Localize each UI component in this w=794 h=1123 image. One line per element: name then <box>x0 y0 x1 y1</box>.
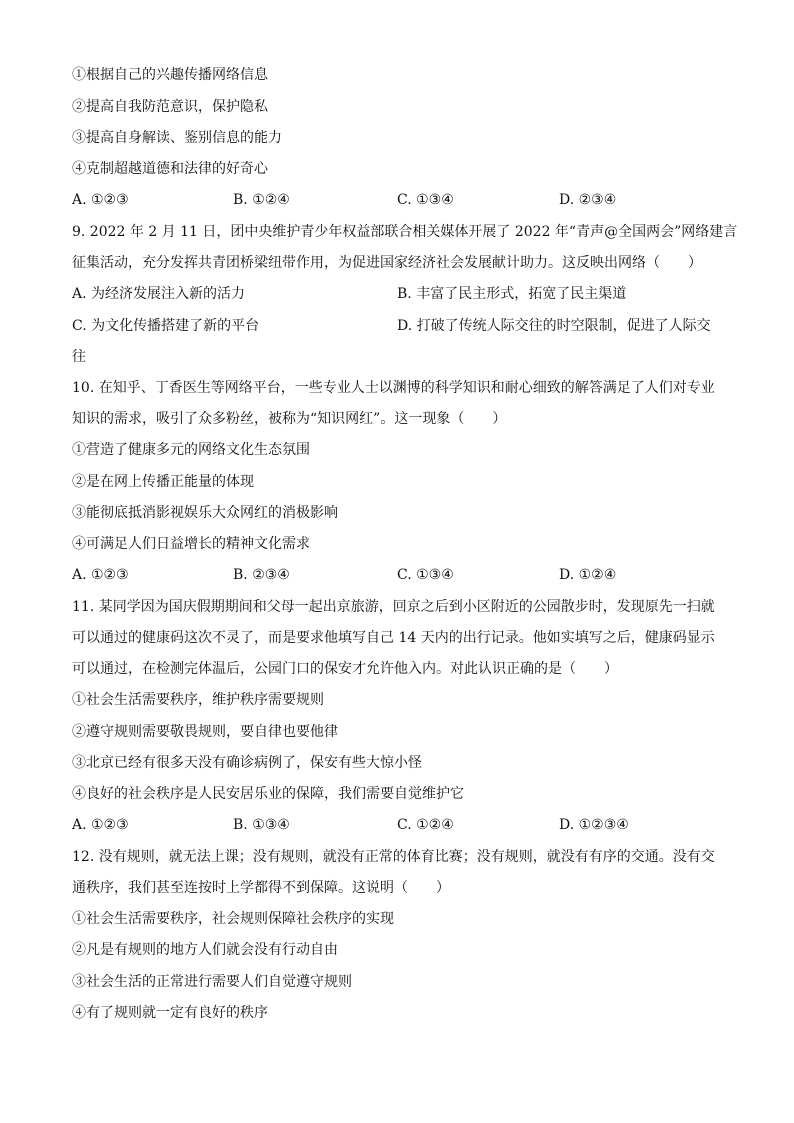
q11-option-a[interactable]: A. ①②③ <box>72 817 129 833</box>
q11-stem-line-2: 可以通过的健康码这次不灵了，而是要求他填写自己 14 天内的出行记录。他如实填写之后，健康码显示 <box>72 630 715 646</box>
q11-stem-line-1: 11. 某同学因为国庆假期期间和父母一起出京旅游，回京之后到小区附近的公园散步时，发现原先一扫就 <box>72 599 715 615</box>
q11-statement-1: ①社会生活需要秩序，维护秩序需要规则 <box>72 692 324 708</box>
q10-option-c[interactable]: C. ①③④ <box>397 567 454 583</box>
q9-stem-line-2: 征集活动，充分发挥共青团桥梁纽带作用，为促进国家经济社会发展献计助力。这反映出网络（ ） <box>72 255 702 271</box>
q12-statement-1: ①社会生活需要秩序，社会规则保障社会秩序的实现 <box>72 911 394 927</box>
q9-stem-line-1: 9. 2022 年 2 月 11 日，团中央维护青少年权益部联合相关媒体开展了 2022 年“青声@全国两会”网络建言 <box>72 224 738 240</box>
q10-stem-line-2: 知识的需求，吸引了众多粉丝，被称为“知识网红”。这一现象（ ） <box>72 411 507 427</box>
q11-stem-line-3: 可以通过，在检测完体温后，公园门口的保安才允许他入内。对此认识正确的是（ ） <box>72 661 618 677</box>
q8-statement-3: ③提高自身解读、鉴别信息的能力 <box>72 130 282 146</box>
q9-options-row-2 <box>72 317 722 335</box>
q8-option-b[interactable]: B. ①②④ <box>233 192 290 208</box>
q9-option-a[interactable]: A. 为经济发展注入新的活力 <box>72 286 246 302</box>
q8-statement-2: ②提高自我防范意识，保护隐私 <box>72 99 268 115</box>
q10-option-a[interactable]: A. ①②③ <box>72 567 129 583</box>
q9-options-row-1 <box>72 285 722 303</box>
q8-statement-1: ①根据自己的兴趣传播网络信息 <box>72 67 268 83</box>
q10-statement-1: ①营造了健康多元的网络文化生态氛围 <box>72 442 310 458</box>
q12-statement-4: ④有了规则就一定有良好的秩序 <box>72 1005 268 1021</box>
q11-statement-3: ③北京已经有很多天没有确诊病例了，保安有些大惊小怪 <box>72 755 422 771</box>
q8-statement-4: ④克制超越道德和法律的好奇心 <box>72 161 268 177</box>
q11-option-c[interactable]: C. ①②④ <box>397 817 454 833</box>
q9-option-d-wrap: 往 <box>72 349 86 365</box>
q11-options <box>72 816 722 834</box>
q12-stem-line-2: 通秩序，我们甚至连按时上学都得不到保障。这说明（ ） <box>72 880 450 896</box>
q10-statement-4: ④可满足人们日益增长的精神文化需求 <box>72 536 310 552</box>
q11-option-d[interactable]: D. ①②③④ <box>559 817 629 833</box>
q12-stem-line-1: 12. 没有规则，就无法上课；没有规则，就没有正常的体育比赛；没有规则，就没有有序的交通。没有交 <box>72 849 715 865</box>
q10-option-b[interactable]: B. ②③④ <box>233 567 290 583</box>
q10-statement-3: ③能彻底抵消影视娱乐大众网红的消极影响 <box>72 505 338 521</box>
q9-option-d[interactable]: D. 打破了传统人际交往的时空限制，促进了人际交 <box>397 318 711 334</box>
q10-option-d[interactable]: D. ①②④ <box>559 567 617 583</box>
q11-statement-4: ④良好的社会秩序是人民安居乐业的保障，我们需要自觉维护它 <box>72 786 464 802</box>
q12-statement-2: ②凡是有规则的地方人们就会没有行动自由 <box>72 942 338 958</box>
q9-option-c[interactable]: C. 为文化传播搭建了新的平台 <box>72 318 260 334</box>
q8-options <box>72 191 722 209</box>
q10-stem-line-1: 10. 在知乎、丁香医生等网络平台，一些专业人士以渊博的科学知识和耐心细致的解答满足了人们对专业 <box>72 380 715 396</box>
q12-statement-3: ③社会生活的正常进行需要人们自觉遵守规则 <box>72 974 352 990</box>
q8-option-d[interactable]: D. ②③④ <box>559 192 617 208</box>
q10-options <box>72 566 722 584</box>
q10-statement-2: ②是在网上传播正能量的体现 <box>72 474 254 490</box>
q11-option-b[interactable]: B. ①③④ <box>233 817 290 833</box>
q8-option-c[interactable]: C. ①③④ <box>397 192 454 208</box>
q11-statement-2: ②遵守规则需要敬畏规则，要自律也要他律 <box>72 724 338 740</box>
q8-option-a[interactable]: A. ①②③ <box>72 192 129 208</box>
q9-option-b[interactable]: B. 丰富了民主形式，拓宽了民主渠道 <box>397 286 627 302</box>
